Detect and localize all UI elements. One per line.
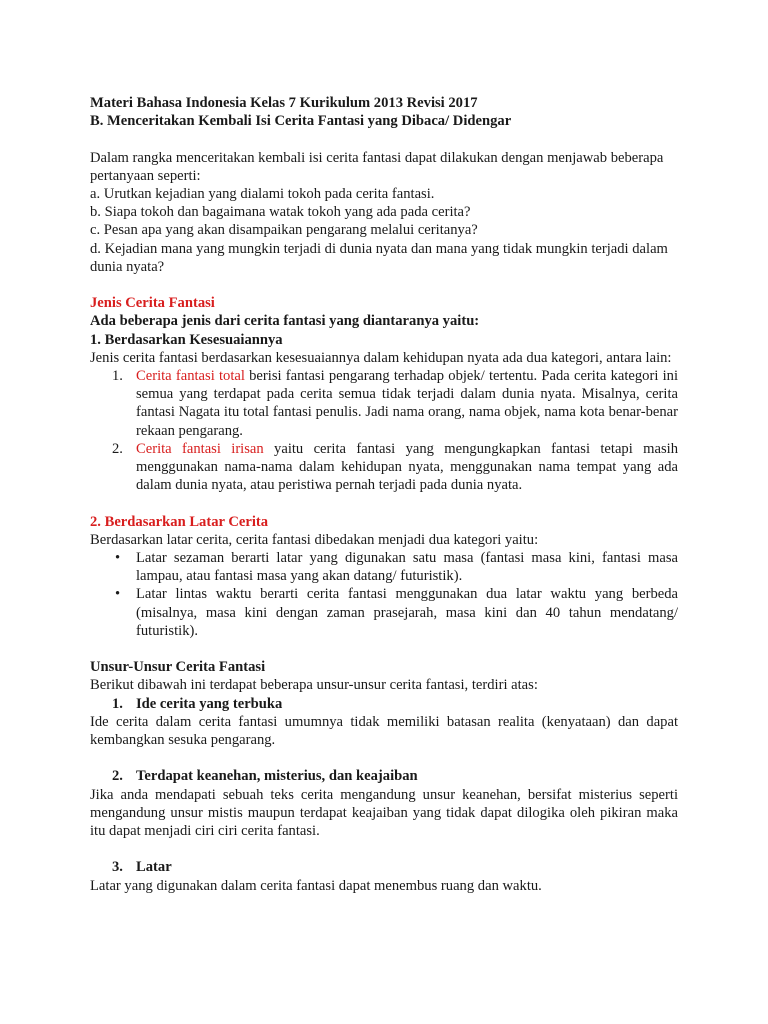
list-number: 1.	[112, 695, 123, 712]
bullet-icon: •	[115, 586, 121, 603]
unsur-item-text: Ide cerita dalam cerita fantasi umumnya tidak memiliki batasan realita (kenyataan) dan dapat kembangkan sesuka pengarang.	[90, 713, 678, 749]
unsur-item-text: Latar yang digunakan dalam cerita fantasi dapat menembus ruang dan waktu.	[90, 877, 542, 894]
jenis-sub1-heading: 1. Berdasarkan Kesesuaiannya	[90, 331, 283, 348]
unsur-item-heading	[90, 695, 678, 713]
unsur-item-title: Latar	[136, 859, 172, 876]
unsur-item-title: Ide cerita yang terbuka	[136, 695, 283, 712]
unsur-lead: Berikut dibawah ini terdapat beberapa unsur-unsur cerita fantasi, terdiri atas:	[90, 677, 538, 694]
latar-bullet-list	[90, 549, 678, 640]
unsur-item-heading	[90, 767, 678, 785]
jenis-category-list	[90, 367, 678, 494]
unsur-item-title: Terdapat keanehan, misterius, dan keajaiban	[136, 768, 418, 785]
list-number: 1.	[112, 368, 123, 385]
bullet-icon: •	[115, 550, 121, 567]
list-item	[90, 367, 678, 440]
term-irisan-desc: yaitu cerita fantasi yang mengungkapkan fantasi tetapi masih menggunakan nama-nama dalam kehidupan nyata, menggunakan nama tempat yang ada dalam dunia nyata, atau peristiwa pernah terjadi pada dunia nyata.	[136, 440, 678, 494]
list-item	[90, 585, 678, 640]
list-item	[90, 549, 678, 585]
list-number: 2.	[112, 768, 123, 785]
jenis-lead: Ada beberapa jenis dari cerita fantasi yang diantaranya yaitu:	[90, 313, 480, 330]
document-subtitle: B. Menceritakan Kembali Isi Cerita Fantasi yang Dibaca/ Didengar	[90, 113, 512, 130]
question-c: c. Pesan apa yang akan disampaikan pengarang melalui ceritanya?	[90, 222, 478, 239]
term-irisan: Cerita fantasi irisan	[136, 440, 264, 457]
jenis-heading: Jenis Cerita Fantasi	[90, 295, 215, 312]
list-number: 3.	[112, 859, 123, 876]
term-total-desc: berisi fantasi pengarang terhadap objek/ tertentu. Pada cerita kategori ini semua yang terdapat pada cerita semua tidak terjadi dalam dunia nyata. Misalnya, cerita fantasi Nagata itu total fantasi penulis. Jadi nama orang, nama objek, nama kota benar-benar rekaan pengarang.	[136, 368, 679, 439]
bullet-text: Latar lintas waktu berarti cerita fantasi menggunakan dua latar waktu yang berbeda (misalnya, masa kini dengan zaman prasejarah, masa kini dan 40 tahun mendatang/ futuristik).	[136, 586, 678, 639]
jenis-sub1-text: Jenis cerita fantasi berdasarkan kesesuaiannya dalam kehidupan nyata ada dua kategori, antara lain:	[90, 349, 672, 366]
jenis-sub2-heading: 2. Berdasarkan Latar Cerita	[90, 513, 269, 530]
list-item	[90, 440, 678, 495]
question-b: b. Siapa tokoh dan bagaimana watak tokoh yang ada pada cerita?	[90, 204, 471, 221]
document-body	[90, 94, 678, 895]
jenis-sub2-text: Berdasarkan latar cerita, cerita fantasi dibedakan menjadi dua kategori yaitu:	[90, 531, 539, 548]
document-title: Materi Bahasa Indonesia Kelas 7 Kurikulum 2013 Revisi 2017	[90, 95, 478, 111]
unsur-item-text: Jika anda mendapati sebuah teks cerita mengandung unsur keanehan, bersifat misterius seperti mengandung unsur mistis maupun terdapat keajaiban yang tidak dapat dilogika oleh pikiran maka itu dapat menjadi ciri ciri cerita fantasi.	[90, 786, 678, 840]
term-total: Cerita fantasi total	[136, 368, 245, 385]
unsur-heading: Unsur-Unsur Cerita Fantasi	[90, 659, 266, 676]
question-d: d. Kejadian mana yang mungkin terjadi di dunia nyata dan mana yang tidak mungkin terjadi dalam dunia nyata?	[90, 240, 668, 275]
bullet-text: Latar sezaman berarti latar yang digunakan satu masa (fantasi masa kini, fantasi masa lampau, atau fantasi masa yang akan datang/ futuristik).	[136, 550, 678, 585]
unsur-item-heading	[90, 858, 678, 876]
intro-paragraph: Dalam rangka menceritakan kembali isi cerita fantasi dapat dilakukan dengan menjawab beberapa pertanyaan seperti:	[90, 149, 664, 184]
question-a: a. Urutkan kejadian yang dialami tokoh pada cerita fantasi.	[90, 186, 435, 202]
list-number: 2.	[112, 440, 123, 457]
